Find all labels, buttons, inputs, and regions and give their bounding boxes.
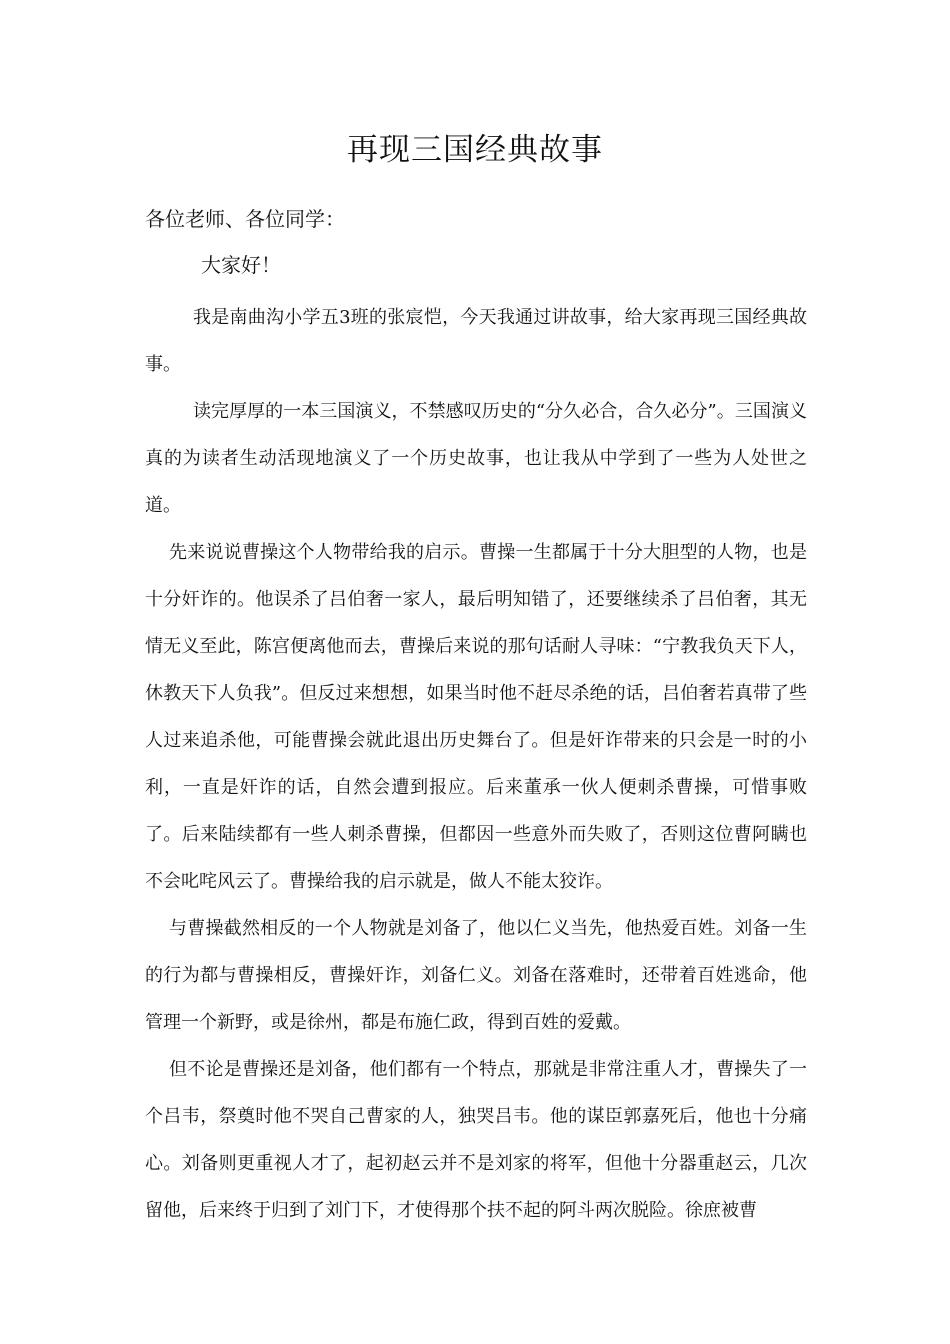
paragraph-liubei: 与曹操截然相反的一个人物就是刘备了，他以仁义当先，他热爱百姓。刘备一生的行为都与曹操相反，曹操奸诈，刘备仁义。刘备在落难时，还带着百姓逃命，他管理一个新野，或是徐州，都是布施仁政，得到百姓的爱戴。	[145, 918, 807, 1033]
paragraph-talent: 但不论是曹操还是刘备，他们都有一个特点，那就是非常注重人才，曹操失了一个吕韦，祭奠时他不哭自己曹家的人，独哭吕韦。他的谋臣郭嘉死后，他也十分痛心。刘备则更重视人才了，起初赵云并不是刘家的将军，但他十分器重赵云，几次留他，后来终于归到了刘门下，才使得那个扶不起的阿斗两次脱险。徐庶被曹	[145, 1059, 807, 1221]
document-title: 再现三国经典故事	[347, 132, 603, 168]
document-body	[145, 204, 807, 1234]
paragraph-caocao: 先来说说曹操这个人物带给我的启示。曹操一生都属于十分大胆型的人物，也是十分奸诈的。他误杀了吕伯奢一家人，最后明知错了，还要继续杀了吕伯奢，其无情无义至此，陈宫便离他而去，曹操后来说的那句话耐人寻味：“宁教我负天下人，休教天下人负我”。但反过来想想，如果当时他不赶尽杀绝的话，吕伯奢若真带了些人过来追杀他，可能曹操会就此退出历史舞台了。但是奸诈带来的只会是一时的小利，一直是奸诈的话，自然会遭到报应。后来董承一伙人便刺杀曹操，可惜事败了。后来陆续都有一些人刺杀曹操，但都因一些意外而失败了，否则这位曹阿瞒也不会叱咤风云了。曹操给我的启示就是，做人不能太狡诈。	[145, 542, 807, 892]
paragraph-reading: 读完厚厚的一本三国演义，不禁感叹历史的“分久必合，合久必分”。三国演义真的为读者生动活现地演义了一个历史故事，也让我从中学到了一些为人处世之道。	[145, 401, 807, 516]
paragraph-intro: 我是南曲沟小学五3班的张宸恺，今天我通过讲故事，给大家再现三国经典故事。	[145, 307, 807, 375]
hello-line: 大家好！	[201, 253, 281, 277]
greeting-line: 各位老师、各位同学：	[145, 207, 345, 231]
